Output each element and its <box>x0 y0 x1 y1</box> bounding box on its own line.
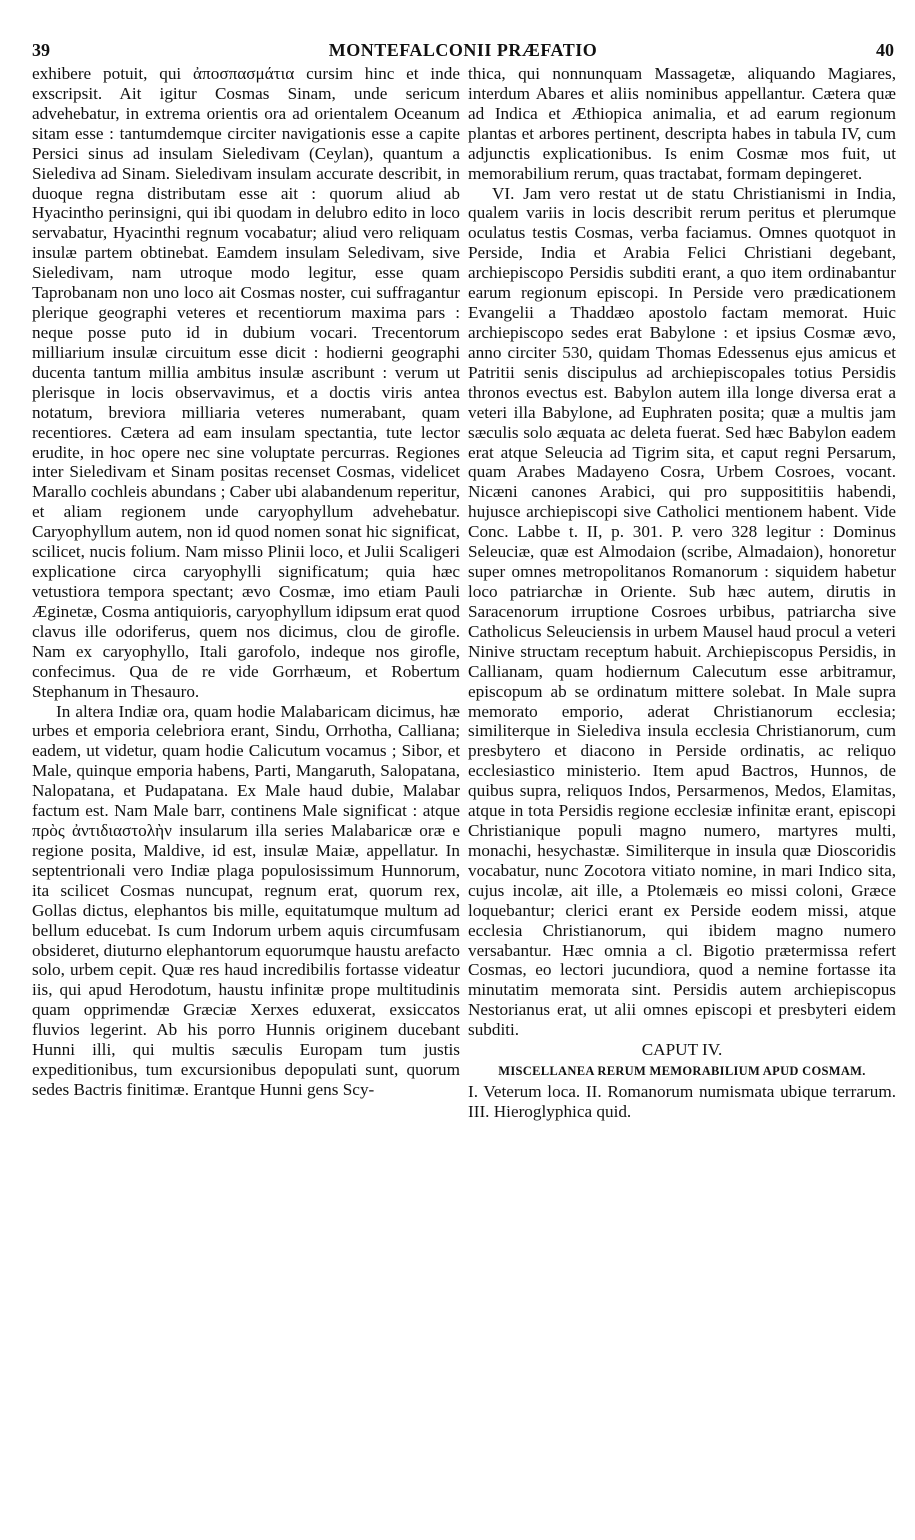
page-number-left: 39 <box>32 40 50 60</box>
chapter-subheading: MISCELLANEA RERUM MEMORABILIUM APUD COSMAM. <box>498 1064 866 1079</box>
right-column <box>468 64 896 1122</box>
paragraph: thica, qui nonnunquam Massagetæ, aliquando Magiares, interdum Abares et aliis nominibus appellantur. Cætera quæ ad Indica et Æthiopica animalia, et ad earum regionum plantas et arbores pertinent, descripta habes in tabula IV, cum adjunctis explicationibus. Is enim Cosmæ mos fuit, ut memorabilium rerum, quas tractabat, formam depingeret. <box>468 64 896 183</box>
paragraph: exhibere potuit, qui ἀποσπασμάτια cursim hinc et inde exscripsit. Ait igitur Cosmas Sinam, unde sericum advehebatur, in extrema orientis ora ad orientalem Oceanum sitam esse : tantumdemque circiter navigationis esse a capite Persici sinus ad insulam Sieledivam (Ceylan), quantum a Sielediva ad Sinam. Sieledivam insulam accurate describit, in duoque regna distributam esse ait : quorum aliud ab Hyacintho perinsigni, qui ibi quodam in delubro edito in loco servabatur, Hyacinthi regnum vocabatur; aliud vero reliquam insulæ partem obtinebat. Eamdem insulam Seledivam, sive Sieledivam, nam utroque modo legitur, esse quam Taprobanam non uno loco ait Cosmas noster, cui suffragantur plerique geographi veteres et recentiorum maxima pars : neque posse puto id in dubium vocari. Trecentorum milliarium insulæ circuitum esse dicit : hodierni geographi ducenta tantum millia ambitus insulæ ascribunt : verum ut plerisque in locis observavimus, et a doctis viris antea notatum, breviora milliaria veteres numerabant, quam recentiores. Cætera ad eam insulam spectantia, tute lector erudite, in hoc opere nec sine voluptate percurras. Regiones inter Sieledivam et Sinam positas recenset Cosmas, videlicet Marallo cochleis abundans ; Caber ubi alabandenum reperitur, et aliam regionem unde caryophyllum advehebatur. Caryophyllum autem, non id quod nomen sonat hic significat, scilicet, nucis folium. Nam misso Plinii loco, et Julii Scaligeri explicatione circa caryophylli significatum; quia hæc vetustiora tempora spectant; ævo Cosmæ, imo etiam Pauli Æginetæ, Cosma antiquioris, caryophyllum idipsum erat quod clavus ille odoriferus, quem nos dicimus, clou de girofle. Nam ex caryophyllo, Itali garofolo, indeque nos girofle, confecimus. Qua de re vide Gorrhæum, et Robertum Stephanum in Thesauro. <box>32 64 460 701</box>
page-title: MONTEFALCONII PRÆFATIO <box>328 40 598 60</box>
chapter-heading: CAPUT IV. <box>641 1040 723 1060</box>
chapter-summary: I. Veterum loca. II. Romanorum numismata ubique terrarum. III. Hieroglyphica quid. <box>468 1082 896 1122</box>
left-column <box>32 64 460 1100</box>
paragraph: In altera Indiæ ora, quam hodie Malabaricam dicimus, hæ urbes et emporia celebriora erant, Sindu, Orrhotha, Calliana; eadem, ut videtur, quam hodie Calicutum vocamus ; Sibor, et Male, quinque emporia habens, Parti, Mangaruth, Salopatana, Nalopatana, et Pudapatana. Ex Male haud dubie, Malabar factum est. Nam Male barr, continens Male significat : atque πρὸς ἀντιδιαστολὴν insularum illa series Malabaricæ oræ e regione posita, Maldive, id est, insulæ Maiæ, appellatur. In septentrionali vero Indiæ plaga populosissimum Hunnorum, ita scilicet Cosmas nuncupat, regnum erat, quorum rex, Gollas dictus, elephantos bis mille, equitatumque multum ad bellum educebat. Is cum Indorum urbem aquis circumfusam obsideret, diuturno elephantorum equorumque haustu arefacto solo, urbem cepit. Quæ res haud incredibilis fortasse videatur iis, qui apud Herodotum, haustu infinitæ prope multitudinis quam opprimendæ Græciæ Xerxes eduxerat, exsiccatos fluvios legerint. Ab his porro Hunnis originem ducebant Hunni illi, qui multis sæculis Europam tum justis expeditionibus, tum excursionibus depopulati sunt, quorum sedes Bactris finitimæ. Erantque Hunni gens Scy- <box>32 701 460 1100</box>
paragraph: VI. Jam vero restat ut de statu Christianismi in India, qualem variis in locis describit rerum peritus et plerumque oculatus testis Cosmas, verba faciamus. Omnes quotquot in Perside, India et Arabia Felici Christiani degebant, archiepiscopo Persidis subditi erant, a quo item ordinabantur earum regionum episcopi. In Perside vero prædicationem Evangelii a Thaddæo apostolo factam memorat. Huic archiepiscopo sedes erat Babylone : et ipsius Cosmæ ævo, anno circiter 530, quidam Thomas Edessenus ejus amicus et Patritii senis discipulus ad archiepiscopales totius Persidis thronos evectus est. Babylon autem illa longe diversa erat a veteri illa Babylone, ad Euphraten posita; quæ a multis jam sæculis solo æquata ac deleta fuerat. Sed hæc Babylon eadem erat atque Seleucia ad Tigrim sita, et caput regni Persarum, quam Arabes Madayeno Cosra, Urbem Cosroes, vocant. Nicæni canones Arabici, qui pro supposititiis habendi, hujusce archiepiscopi sive Catholici mentionem habent. Vide Conc. Labbe t. II, p. 301. P. vero 328 legitur : Dominus Seleuciæ, quæ est Almodaion (scribe, Almadaion), honoretur super omnes metropolitanos Romanorum : siquidem habetur loco patriarchæ in Oriente. Sub hæc autem, dirutis in Saracenorum irruptione Cosroes urbibus, patriarcha sive Catholicus Seleuciensis in urbem Mausel haud procul a veteri Ninive structam receptum habuit. Archiepiscopus Persidis, in Callianam, quam hodiernum Calecutum esse arbitramur, episcopum ab se ordinatum mittere solebat. In Male supra memorato emporio, aderat Christianorum ecclesia; similiterque in Sielediva insula ecclesia Christianorum, cum presbytero et diacono in Perside ordinatis, ac reliquo ecclesiastico ministerio. Item apud Bactros, Hunnos, de quibus supra, reliquos Indos, Persarmenos, Medos, Elamitas, atque in tota Persidis regione ecclesiæ infinitæ erant, episcopi Christianique populi magno numero, martyres multi, monachi, hesychastæ. Similiterque in insula quæ Dioscoridis vocabatur, nunc Zocotora vitiato nomine, in mari Indico sita, cujus incolæ, ait ille, a Ptolemæis eo missi coloni, Græce loquebantur; clerici erant ex Perside eodem missi, atque ecclesia Christianorum, qui ibidem magno numero versabantur. Hæc omnia a cl. Bigotio prætermissa refert Cosmas, eo lectori jucundiora, quod a nemine fortasse ita minutatim memorata sint. Persidis autem archiepiscopus Nestorianus erat, ut alii omnes episcopi et presbyteri eidem subditi. <box>468 183 896 1040</box>
running-header <box>32 40 894 64</box>
page-number-right: 40 <box>876 40 894 60</box>
